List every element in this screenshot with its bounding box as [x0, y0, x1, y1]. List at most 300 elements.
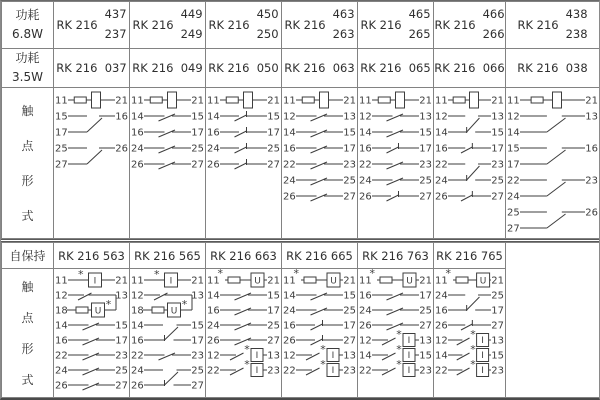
svg-text:25: 25 — [267, 143, 280, 155]
svg-text:*: * — [217, 269, 223, 280]
contact-diagram — [206, 88, 281, 238]
svg-text:*: * — [445, 269, 451, 280]
contact-diagram — [358, 269, 433, 397]
svg-text:14: 14 — [435, 127, 448, 139]
svg-text:*: * — [293, 269, 299, 280]
contact-diagram — [282, 88, 357, 238]
model-cell — [506, 2, 600, 49]
svg-text:11: 11 — [283, 95, 296, 107]
svg-text:15: 15 — [115, 320, 128, 332]
svg-text:15: 15 — [191, 320, 204, 332]
svg-text:U: U — [406, 276, 413, 287]
model-name: RK 216 037 — [56, 61, 127, 75]
svg-text:12: 12 — [435, 111, 448, 123]
svg-text:17: 17 — [419, 290, 432, 302]
svg-text:U: U — [254, 276, 261, 287]
model-number-top: 437 — [104, 7, 127, 22]
svg-text:13: 13 — [267, 350, 280, 362]
svg-text:22: 22 — [283, 365, 296, 377]
svg-text:*: * — [369, 269, 375, 280]
svg-text:25: 25 — [419, 175, 432, 187]
svg-text:17: 17 — [115, 335, 128, 347]
svg-text:17: 17 — [507, 159, 520, 171]
svg-text:16: 16 — [55, 335, 68, 347]
svg-text:21: 21 — [491, 275, 504, 287]
model-cell — [434, 2, 506, 49]
svg-text:*: * — [396, 358, 402, 371]
svg-text:24: 24 — [55, 365, 68, 377]
model-name: RK 216 038 — [517, 61, 588, 75]
svg-text:25: 25 — [491, 290, 504, 302]
svg-text:12: 12 — [55, 290, 68, 302]
svg-text:11: 11 — [507, 95, 520, 107]
model-cell — [434, 243, 506, 269]
contact-form-label: 触 点 形 式 — [21, 104, 34, 223]
svg-text:11: 11 — [207, 95, 220, 107]
svg-text:26: 26 — [435, 191, 448, 203]
svg-text:I: I — [407, 351, 411, 361]
svg-text:13: 13 — [115, 290, 128, 302]
model-number-top: 466 — [482, 7, 505, 22]
svg-text:23: 23 — [419, 159, 432, 171]
svg-text:I: I — [331, 351, 335, 361]
svg-text:*: * — [181, 298, 188, 311]
diagram-cell — [282, 269, 358, 398]
svg-text:I: I — [407, 366, 411, 376]
svg-text:24: 24 — [359, 305, 372, 317]
svg-text:*: * — [470, 328, 476, 341]
svg-text:16: 16 — [207, 305, 220, 317]
contact-diagram — [54, 88, 129, 238]
svg-text:11: 11 — [55, 275, 68, 287]
svg-text:17: 17 — [491, 305, 504, 317]
model-cell — [282, 49, 358, 88]
svg-text:26: 26 — [207, 335, 220, 347]
svg-text:11: 11 — [131, 275, 144, 287]
svg-text:14: 14 — [207, 111, 220, 123]
svg-text:15: 15 — [491, 127, 504, 139]
svg-text:27: 27 — [507, 223, 520, 235]
svg-text:17: 17 — [343, 143, 356, 155]
svg-text:23: 23 — [191, 350, 204, 362]
svg-text:13: 13 — [585, 111, 598, 123]
svg-text:14: 14 — [131, 111, 144, 123]
svg-text:15: 15 — [191, 111, 204, 123]
svg-text:26: 26 — [585, 207, 598, 219]
model-cell — [130, 243, 206, 269]
svg-text:21: 21 — [585, 95, 598, 107]
svg-text:11: 11 — [359, 95, 372, 107]
svg-text:27: 27 — [343, 335, 356, 347]
svg-text:15: 15 — [507, 143, 520, 155]
model-cell — [54, 49, 130, 88]
self-hold-label: 自保持 — [9, 249, 46, 263]
model-cell — [130, 49, 206, 88]
model-prefix: RK 216 — [517, 18, 559, 32]
svg-text:24: 24 — [359, 175, 372, 187]
diagram-cell — [358, 88, 434, 239]
model-prefix: RK 216 — [208, 18, 250, 32]
svg-text:I: I — [93, 276, 97, 287]
svg-text:21: 21 — [343, 95, 356, 107]
svg-text:27: 27 — [267, 159, 280, 171]
svg-text:*: * — [320, 358, 326, 371]
svg-text:16: 16 — [283, 143, 296, 155]
svg-text:13: 13 — [191, 290, 204, 302]
svg-text:24: 24 — [207, 320, 220, 332]
svg-text:21: 21 — [115, 275, 128, 287]
contact-diagram — [54, 269, 129, 397]
svg-text:25: 25 — [507, 207, 520, 219]
svg-text:22: 22 — [435, 159, 448, 171]
svg-text:I: I — [407, 336, 411, 346]
svg-text:12: 12 — [283, 111, 296, 123]
svg-text:24: 24 — [131, 365, 144, 377]
svg-text:24: 24 — [283, 305, 296, 317]
svg-text:*: * — [396, 343, 402, 356]
svg-text:26: 26 — [207, 159, 220, 171]
svg-text:*: * — [320, 343, 326, 356]
model-cell — [54, 2, 130, 49]
svg-text:17: 17 — [343, 320, 356, 332]
svg-text:25: 25 — [267, 320, 280, 332]
model-name: RK 216 050 — [208, 61, 279, 75]
svg-text:I: I — [481, 336, 484, 346]
svg-text:14: 14 — [55, 320, 68, 332]
svg-text:25: 25 — [491, 175, 504, 187]
contact-diagram — [358, 88, 433, 238]
contact-diagram — [130, 88, 205, 238]
power-high-label: 功耗 6.8W — [12, 8, 43, 41]
svg-text:14: 14 — [207, 290, 220, 302]
svg-text:21: 21 — [115, 95, 128, 107]
model-number-top: 463 — [332, 7, 355, 22]
svg-text:27: 27 — [419, 320, 432, 332]
svg-text:11: 11 — [131, 95, 144, 107]
model-number-top: 449 — [180, 7, 203, 22]
svg-text:26: 26 — [283, 191, 296, 203]
svg-text:22: 22 — [435, 365, 448, 377]
svg-text:22: 22 — [507, 175, 520, 187]
svg-text:23: 23 — [491, 365, 504, 377]
svg-text:27: 27 — [115, 380, 128, 392]
model-cell — [358, 2, 434, 49]
svg-text:13: 13 — [491, 335, 504, 347]
model-name: RK 216 663 — [210, 248, 277, 263]
svg-text:17: 17 — [491, 143, 504, 155]
svg-text:23: 23 — [419, 365, 432, 377]
label-cell-self-hold — [2, 243, 54, 269]
svg-text:*: * — [470, 343, 476, 356]
svg-text:27: 27 — [419, 191, 432, 203]
model-name: RK 216 049 — [132, 61, 203, 75]
svg-text:14: 14 — [131, 320, 144, 332]
svg-text:26: 26 — [55, 380, 68, 392]
svg-text:12: 12 — [359, 111, 372, 123]
svg-text:25: 25 — [419, 305, 432, 317]
svg-text:25: 25 — [191, 365, 204, 377]
svg-text:26: 26 — [131, 159, 144, 171]
label-cell-power-low — [2, 49, 54, 88]
svg-text:18: 18 — [131, 305, 144, 317]
svg-text:24: 24 — [207, 143, 220, 155]
diagram-cell — [54, 88, 130, 239]
svg-text:*: * — [105, 298, 112, 311]
model-number-bottom: 249 — [180, 27, 203, 41]
svg-text:27: 27 — [491, 191, 504, 203]
svg-text:26: 26 — [115, 143, 128, 155]
svg-text:I: I — [255, 351, 259, 361]
svg-text:13: 13 — [419, 335, 432, 347]
svg-text:27: 27 — [267, 335, 280, 347]
svg-text:27: 27 — [343, 191, 356, 203]
svg-text:24: 24 — [435, 290, 448, 302]
svg-text:U: U — [330, 276, 337, 287]
svg-text:11: 11 — [207, 275, 220, 287]
svg-text:25: 25 — [343, 305, 356, 317]
svg-text:26: 26 — [131, 380, 144, 392]
svg-text:21: 21 — [491, 95, 504, 107]
svg-text:11: 11 — [435, 95, 448, 107]
svg-text:22: 22 — [283, 159, 296, 171]
svg-text:12: 12 — [359, 335, 372, 347]
svg-text:I: I — [481, 366, 484, 376]
svg-text:12: 12 — [435, 335, 448, 347]
model-prefix: RK 216 — [360, 18, 402, 32]
svg-text:18: 18 — [55, 305, 68, 317]
label-cell-power-high — [2, 2, 54, 49]
svg-text:17: 17 — [419, 143, 432, 155]
svg-text:15: 15 — [343, 290, 356, 302]
svg-text:23: 23 — [267, 365, 280, 377]
svg-text:16: 16 — [359, 290, 372, 302]
contact-diagram — [130, 269, 205, 397]
model-cell — [282, 2, 358, 49]
svg-text:13: 13 — [343, 111, 356, 123]
svg-text:22: 22 — [207, 365, 220, 377]
svg-text:16: 16 — [115, 111, 128, 123]
svg-text:15: 15 — [55, 111, 68, 123]
svg-text:24: 24 — [507, 191, 520, 203]
model-number-bottom: 238 — [565, 27, 588, 41]
model-number-bottom: 266 — [482, 27, 505, 41]
model-number-top: 438 — [565, 7, 588, 22]
model-cell — [130, 2, 206, 49]
model-name: RK 216 565 — [134, 248, 201, 263]
diagram-cell — [54, 269, 130, 398]
label-cell-contact-form — [2, 269, 54, 398]
svg-text:*: * — [396, 328, 402, 341]
svg-text:U: U — [479, 276, 487, 287]
model-cell — [282, 243, 358, 269]
svg-text:14: 14 — [359, 127, 372, 139]
model-name: RK 216 665 — [286, 248, 353, 263]
diagram-cell — [282, 88, 358, 239]
svg-text:*: * — [470, 358, 476, 371]
svg-text:25: 25 — [55, 143, 68, 155]
svg-text:25: 25 — [115, 365, 128, 377]
svg-text:12: 12 — [507, 111, 520, 123]
model-prefix: RK 216 — [434, 18, 476, 32]
svg-text:15: 15 — [419, 350, 432, 362]
svg-text:14: 14 — [283, 290, 296, 302]
model-name: RK 216 066 — [434, 61, 505, 75]
svg-text:16: 16 — [131, 127, 144, 139]
svg-text:24: 24 — [435, 175, 448, 187]
model-cell — [206, 243, 282, 269]
diagram-cell — [434, 88, 506, 239]
svg-text:22: 22 — [359, 365, 372, 377]
svg-text:23: 23 — [343, 365, 356, 377]
model-name: RK 216 063 — [284, 61, 355, 75]
diagram-cell — [206, 269, 282, 398]
svg-text:13: 13 — [343, 350, 356, 362]
svg-text:23: 23 — [115, 350, 128, 362]
contact-diagram — [282, 269, 357, 397]
svg-text:*: * — [154, 269, 160, 281]
model-number-top: 465 — [408, 7, 431, 22]
svg-text:I: I — [481, 351, 484, 361]
model-cell — [506, 49, 600, 88]
row-self-hold — [2, 243, 600, 269]
svg-text:13: 13 — [419, 111, 432, 123]
svg-text:15: 15 — [267, 290, 280, 302]
svg-text:U: U — [94, 306, 102, 317]
svg-text:22: 22 — [131, 350, 144, 362]
svg-text:16: 16 — [283, 320, 296, 332]
svg-text:23: 23 — [491, 159, 504, 171]
contact-form-label: 触 点 形 式 — [21, 280, 34, 387]
svg-text:*: * — [244, 343, 250, 356]
svg-text:21: 21 — [267, 275, 280, 287]
svg-text:21: 21 — [267, 95, 280, 107]
svg-text:24: 24 — [131, 143, 144, 155]
model-prefix: RK 216 — [284, 18, 326, 32]
svg-text:16: 16 — [435, 143, 448, 155]
diagram-cell — [434, 269, 506, 398]
svg-text:14: 14 — [359, 350, 372, 362]
svg-text:15: 15 — [343, 127, 356, 139]
model-number-bottom: 265 — [408, 27, 431, 41]
model-cell — [54, 243, 130, 269]
svg-text:16: 16 — [207, 127, 220, 139]
svg-text:U: U — [170, 306, 178, 317]
svg-text:26: 26 — [359, 191, 372, 203]
svg-text:21: 21 — [191, 275, 204, 287]
row-contact-forms-top — [2, 88, 600, 239]
contact-diagram — [434, 269, 505, 397]
svg-text:23: 23 — [343, 159, 356, 171]
svg-text:21: 21 — [343, 275, 356, 287]
svg-text:21: 21 — [191, 95, 204, 107]
model-cell — [358, 243, 434, 269]
model-number-bottom: 237 — [104, 27, 127, 41]
svg-text:22: 22 — [55, 350, 68, 362]
svg-text:23: 23 — [585, 175, 598, 187]
svg-text:11: 11 — [435, 275, 448, 287]
svg-text:17: 17 — [267, 127, 280, 139]
diagram-cell — [206, 88, 282, 239]
svg-text:26: 26 — [359, 320, 372, 332]
svg-text:26: 26 — [435, 320, 448, 332]
model-prefix: RK 216 — [132, 18, 174, 32]
contact-diagram — [506, 88, 599, 238]
row-power-6.8w — [2, 2, 600, 49]
contact-diagram — [434, 88, 505, 238]
svg-text:27: 27 — [191, 159, 204, 171]
model-number-bottom: 250 — [256, 27, 279, 41]
row-power-3.5w — [2, 49, 600, 88]
empty-cell — [506, 243, 600, 398]
contact-diagram — [206, 269, 281, 397]
svg-text:25: 25 — [191, 143, 204, 155]
model-name: RK 216 065 — [360, 61, 431, 75]
svg-text:17: 17 — [191, 127, 204, 139]
svg-text:17: 17 — [191, 335, 204, 347]
svg-text:15: 15 — [419, 127, 432, 139]
svg-text:13: 13 — [491, 111, 504, 123]
label-cell-contact-form — [2, 88, 54, 239]
svg-text:12: 12 — [131, 290, 144, 302]
svg-text:24: 24 — [283, 175, 296, 187]
svg-text:17: 17 — [267, 305, 280, 317]
svg-text:21: 21 — [419, 275, 432, 287]
model-prefix: RK 216 — [56, 18, 98, 32]
svg-text:15: 15 — [491, 350, 504, 362]
latching-section-table — [1, 242, 600, 398]
svg-text:14: 14 — [435, 350, 448, 362]
model-number-bottom: 263 — [332, 27, 355, 41]
svg-text:25: 25 — [343, 175, 356, 187]
svg-text:11: 11 — [55, 95, 68, 107]
model-cell — [434, 49, 506, 88]
svg-text:21: 21 — [419, 95, 432, 107]
svg-text:*: * — [244, 358, 250, 371]
model-number-top: 450 — [256, 7, 279, 22]
model-name: RK 216 765 — [436, 248, 503, 263]
svg-text:*: * — [78, 269, 84, 281]
svg-text:27: 27 — [491, 320, 504, 332]
svg-text:26: 26 — [283, 335, 296, 347]
model-cell — [358, 49, 434, 88]
diagram-cell — [506, 88, 600, 239]
svg-text:16: 16 — [131, 335, 144, 347]
svg-text:12: 12 — [283, 350, 296, 362]
model-name: RK 216 563 — [58, 248, 125, 263]
svg-text:I: I — [169, 276, 173, 287]
model-cell — [206, 49, 282, 88]
model-cell — [206, 2, 282, 49]
svg-text:27: 27 — [55, 159, 68, 171]
svg-text:I: I — [331, 366, 335, 376]
diagram-cell — [358, 269, 434, 398]
svg-text:22: 22 — [359, 159, 372, 171]
svg-text:11: 11 — [283, 275, 296, 287]
svg-text:27: 27 — [191, 380, 204, 392]
svg-text:16: 16 — [435, 305, 448, 317]
svg-text:15: 15 — [267, 111, 280, 123]
svg-text:17: 17 — [55, 127, 68, 139]
power-low-label: 功耗 3.5W — [12, 51, 43, 84]
svg-text:11: 11 — [359, 275, 372, 287]
svg-text:16: 16 — [585, 143, 598, 155]
diagram-cell — [130, 88, 206, 239]
svg-text:14: 14 — [283, 127, 296, 139]
svg-text:I: I — [255, 366, 259, 376]
svg-text:16: 16 — [359, 143, 372, 155]
diagram-cell — [130, 269, 206, 398]
power-section-table — [1, 1, 600, 239]
